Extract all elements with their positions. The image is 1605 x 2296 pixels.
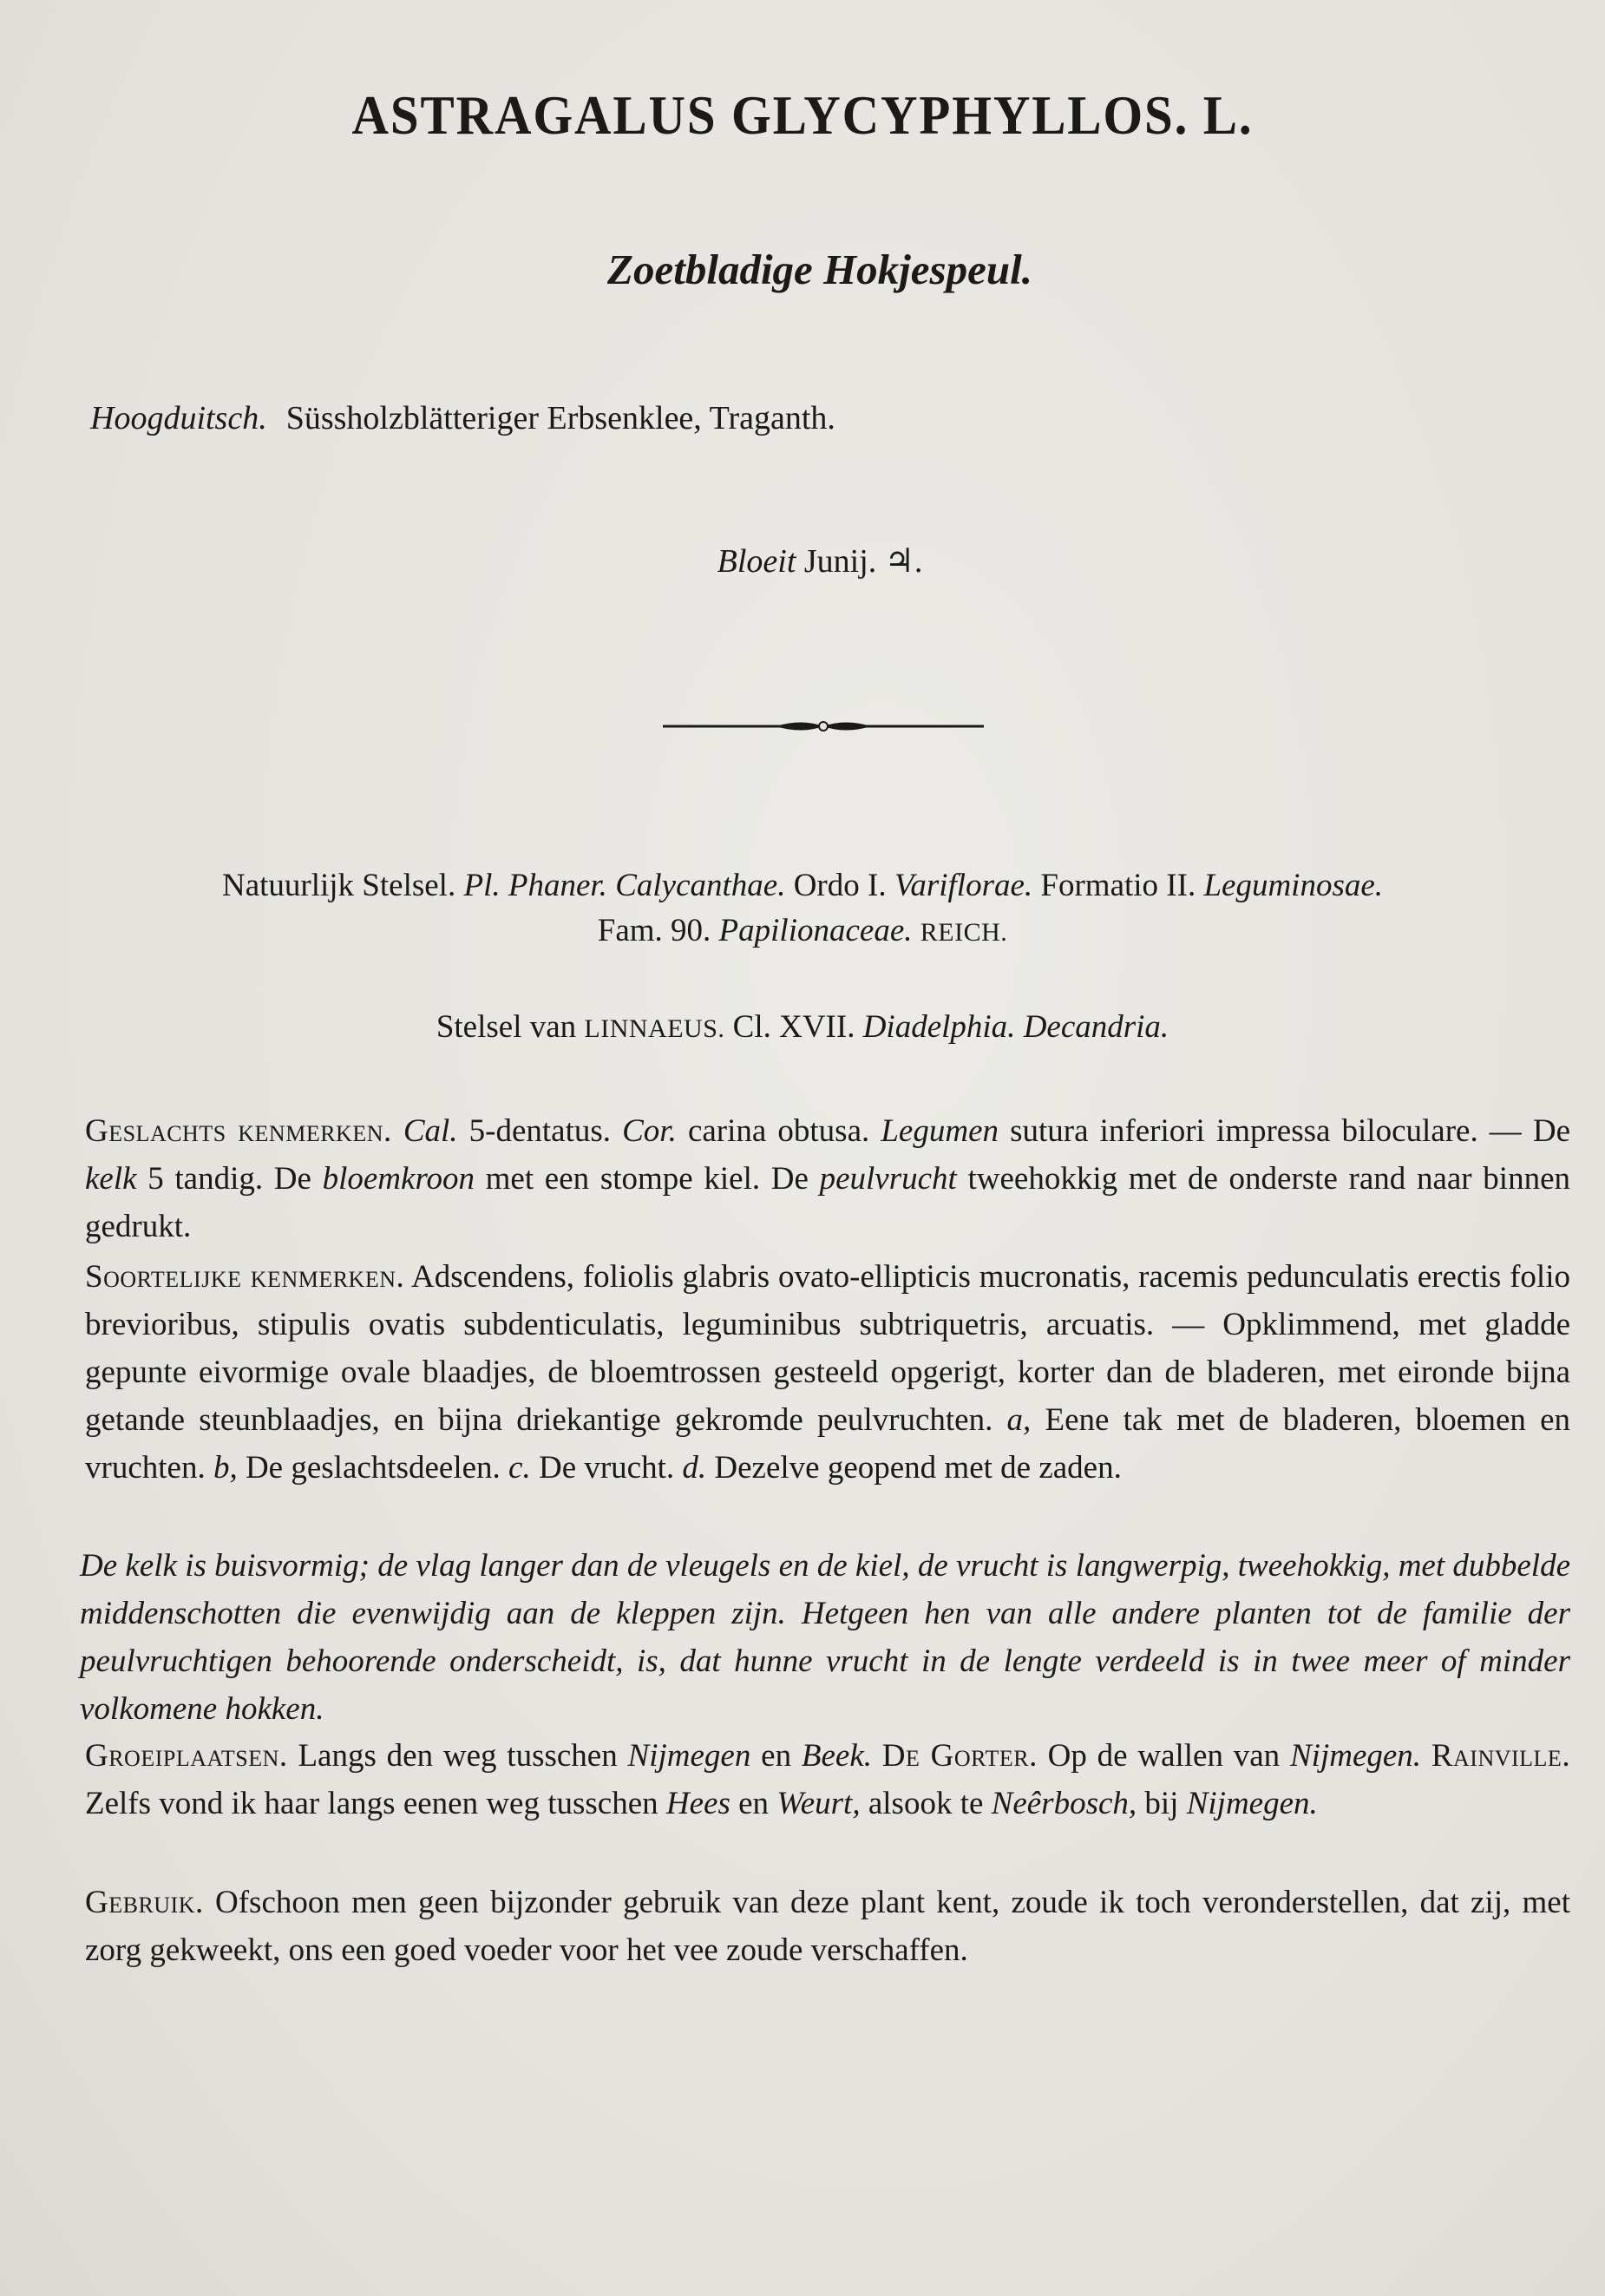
term-legumen: Legumen: [881, 1113, 999, 1149]
place-weurt: Weurt,: [776, 1786, 861, 1821]
text: De geslachtsdeelen.: [245, 1450, 501, 1486]
text: met een stompe kiel. De: [485, 1161, 809, 1197]
usage-heading: Gebruik.: [85, 1885, 204, 1920]
taxon-phaner: Phaner.: [508, 868, 607, 903]
ornamental-divider: [663, 713, 984, 739]
text: Dezelve geopend met de zaden.: [714, 1450, 1122, 1486]
author-gorter: De Gorter.: [881, 1738, 1038, 1774]
text: alsook te: [868, 1786, 984, 1821]
natural-system: [0, 863, 1605, 955]
term-kelk: kelk: [85, 1161, 137, 1197]
taxon-variflorae: Variflorae.: [894, 868, 1033, 903]
term-cor: Cor.: [622, 1113, 677, 1149]
linnaeus-decandria: Decandria.: [1023, 1009, 1169, 1045]
term-peulvrucht: peulvrucht: [819, 1161, 957, 1197]
dutch-name: Zoetbladige Hokjespeul.: [607, 246, 1032, 293]
text: sutura inferiori impressa biloculare. — De: [1010, 1113, 1571, 1149]
linnaeus-name: LINNAEUS.: [584, 1014, 725, 1043]
text: bij: [1144, 1786, 1179, 1821]
habitat-heading: Groeiplaatsen.: [85, 1738, 288, 1774]
text: Eene tak met de bladeren, bloemen en vruchten.: [85, 1402, 1571, 1486]
text: Langs den weg tusschen: [298, 1738, 618, 1774]
term-cal: Cal.: [403, 1113, 458, 1149]
place-nijmegen: Nijmegen.: [1186, 1786, 1318, 1821]
taxon-formatio: Formatio II.: [1040, 868, 1196, 903]
text: Adscendens, foliolis glabris ovato-ellipticis mucronatis, racemis pedunculatis erectis folio brevioribus, stipulis ovatis subdenticulatis, leguminibus subtriquetris, arcuatis. — Opklimmend, met gladde gepunte eivormige ovale blaadjes, de bloemtrossen gesteeld opgerigt, korter dan de bladeren, met eironde bijna getande steunblaadjes, en bijna driekantige gekromde peulvruchten.: [85, 1259, 1570, 1438]
linnaeus-system: [0, 1005, 1605, 1052]
text: en: [761, 1738, 792, 1774]
figure-label-a: a,: [1006, 1402, 1032, 1438]
usage-paragraph: [50, 1879, 1570, 1974]
figure-label-c: c.: [508, 1450, 531, 1486]
linnaeus-diadelphia: Diadelphia.: [862, 1009, 1016, 1045]
author-reich: REICH.: [920, 918, 1008, 947]
author-rainville: Rainville.: [1431, 1738, 1571, 1774]
habitat-paragraph: [50, 1732, 1570, 1827]
text: Op de wallen van: [1047, 1738, 1281, 1774]
genus-characters: [50, 1107, 1570, 1250]
bloom-line: [0, 541, 1605, 581]
text: en: [738, 1786, 770, 1821]
genus-heading: Geslachts kenmerken.: [85, 1113, 392, 1149]
linnaeus-class: Cl. XVII.: [732, 1009, 855, 1045]
description-text: De kelk is buisvormig; de vlag langer dan de vleugels en de kiel, de vrucht is langwerpig, tweehokkig, met dubbelde middenschotten die evenwijdig aan de kleppen zijn. Hetgeen hen van alle andere planten tot de familie der peulvruchtigen behoorende onderscheidt, is, dat hunne vrucht in de lengte verdeeld is in twee meer of minder volkomene hokken.: [80, 1548, 1570, 1727]
taxon-ordo: Ordo I.: [793, 868, 887, 903]
page-title: ASTRAGALUS GLYCYPHYLLOS. L.: [351, 84, 1254, 146]
text: carina obtusa.: [687, 1113, 870, 1149]
german-name-line: [90, 399, 835, 437]
text: 5 tandig. De: [147, 1161, 311, 1197]
text: tweehokkig met de onderste rand naar binnen gedrukt.: [85, 1161, 1571, 1244]
bloom-month: Junij.: [803, 543, 877, 580]
taxon-pl: Pl.: [463, 868, 501, 903]
species-heading: Soortelijke kenmerken.: [85, 1259, 405, 1295]
species-characters: [50, 1253, 1570, 1492]
figure-label-b: b,: [213, 1450, 238, 1486]
taxon-calycanthae: Calycanthae.: [615, 868, 786, 903]
place-beek: Beek.: [801, 1738, 872, 1774]
bloom-label: Bloeit: [717, 543, 796, 580]
term-bloemkroon: bloemkroon: [322, 1161, 475, 1197]
german-label: Hoogduitsch.: [90, 400, 267, 436]
german-name: Süssholzblätteriger Erbsenklee, Traganth.: [285, 400, 835, 436]
place-nijmegen: Nijmegen.: [1289, 1738, 1422, 1774]
taxon-leguminosae: Leguminosae.: [1203, 868, 1384, 903]
figure-label-d: d.: [682, 1450, 707, 1486]
perennial-symbol: ♃.: [884, 543, 923, 580]
taxon-family: Fam. 90.: [597, 913, 711, 948]
place-hees: Hees: [665, 1786, 730, 1821]
place-nijmegen: Nijmegen: [627, 1738, 751, 1774]
usage-text: Ofschoon men geen bijzonder gebruik van deze plant kent, zoude ik toch veronderstellen, dat zij, met zorg gekweekt, ons een goed voeder voor het vee zoude verschaffen.: [85, 1885, 1570, 1968]
place-neerbosch: Neêrbosch,: [991, 1786, 1137, 1821]
description-paragraph: [80, 1542, 1570, 1733]
natural-system-label: Natuurlijk Stelsel.: [221, 868, 456, 903]
text: 5-dentatus.: [468, 1113, 612, 1149]
text: De vrucht.: [538, 1450, 675, 1486]
linnaeus-label: Stelsel van: [436, 1009, 577, 1045]
taxon-papilionaceae: Papilionaceae.: [718, 913, 913, 948]
text: Zelfs vond ik haar langs eenen weg tusschen: [85, 1786, 658, 1821]
